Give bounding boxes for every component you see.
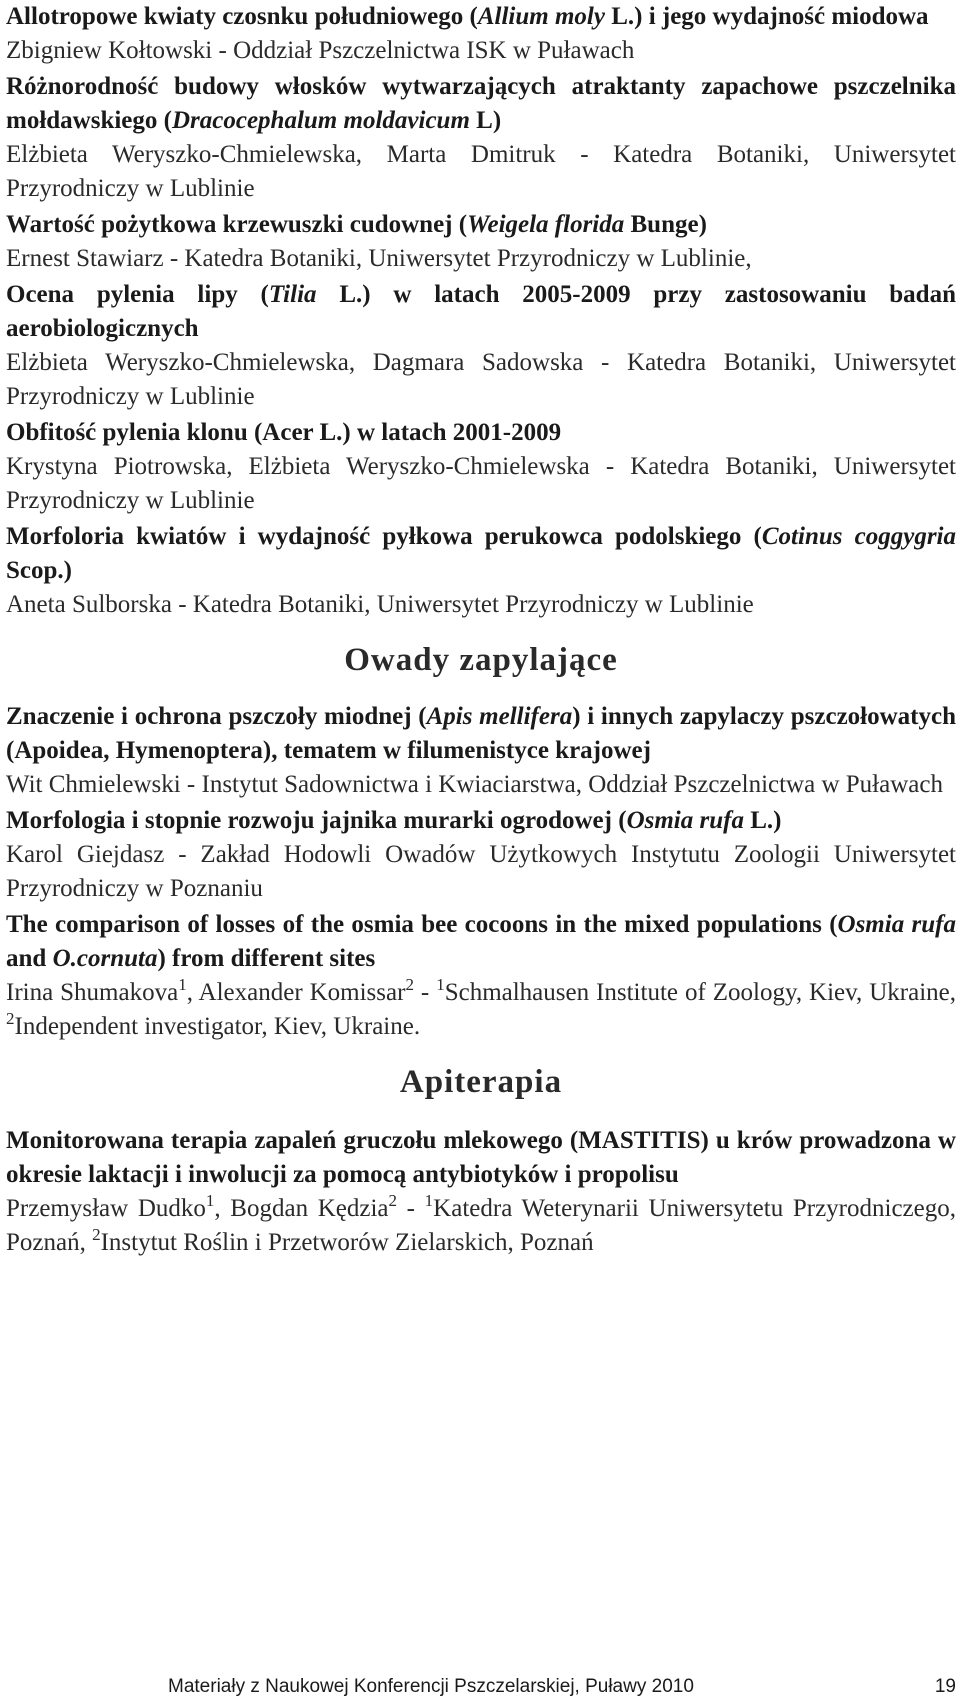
entry-authors: Krystyna Piotrowska, Elżbieta Weryszko-Chmielewska - Katedra Botaniki, Uniwersytet Przyrodniczy w Lublinie — [6, 453, 956, 514]
abstract-entry — [6, 700, 956, 802]
latin-name: Weigela florida — [467, 211, 625, 238]
entry-title: Morfologia i stopnie rozwoju jajnika murarki ogrodowej (Osmia rufa L.) — [6, 807, 782, 834]
entry-title: Wartość pożytkowa krzewuszki cudownej (Weigela florida Bunge) — [6, 211, 707, 238]
entry-title: The comparison of losses of the osmia bee cocoons in the mixed populations (Osmia rufa and O.cornuta) from different sites — [6, 911, 956, 972]
document-page — [6, 0, 956, 1262]
section-heading-apitherapy: Apiterapia — [399, 1064, 563, 1100]
section-a-entries — [6, 0, 956, 622]
entry-authors: Przemysław Dudko$^1$, Bogdan Kędzia$^2$ - $^1$Katedra Weterynarii Uniwersytetu Przyrodniczego, Poznań, $^2$Instytut Roślin i Przetworów Zielarskich, Poznań — [6, 1191, 956, 1256]
entry-title: Znaczenie i ochrona pszczoły miodnej (Apis mellifera) i innych zapylaczy pszczołowatych (Apoidea, Hymenoptera), tematem w filumenistyce krajowej — [6, 703, 956, 764]
latin-name: Osmia rufa — [626, 807, 744, 834]
section-heading-pollinators: Owady zapylające — [344, 642, 618, 678]
latin-name: Dracocephalum moldavicum — [171, 107, 470, 134]
affiliation-mark: 2 — [92, 1225, 101, 1244]
abstract-entry — [6, 70, 956, 206]
abstract-entry — [6, 908, 956, 1044]
affiliation-mark: 1 — [205, 1191, 215, 1210]
abstract-entry — [6, 520, 956, 622]
abstract-entry — [6, 208, 956, 276]
entry-authors: Aneta Sulborska - Katedra Botaniki, Uniwersytet Przyrodniczy w Lublinie — [6, 591, 754, 618]
footer-publication-text: Materiały z Naukowej Konferencji Pszczelarskiej, Puławy 2010 — [168, 1676, 694, 1697]
latin-name: O.cornuta — [52, 945, 158, 972]
latin-name: Tilia — [268, 281, 317, 308]
entry-authors: Karol Giejdasz - Zakład Hodowli Owadów Użytkowych Instytutu Zoologii Uniwersytet Przyrodniczy w Poznaniu — [6, 841, 956, 902]
latin-name: Osmia rufa — [837, 911, 956, 938]
affiliation-mark: 2 — [405, 975, 414, 994]
affiliation-mark: 1 — [178, 975, 187, 994]
entry-authors: Elżbieta Weryszko-Chmielewska, Marta Dmitruk - Katedra Botaniki, Uniwersytet Przyrodniczy w Lublinie — [6, 141, 956, 202]
entry-title: Monitorowana terapia zapaleń gruczołu mlekowego (MASTITIS) u krów prowadzona w okresie laktacji i inwolucji za pomocą antybiotyków i propolisu — [6, 1127, 956, 1188]
entry-title: Różnorodność budowy włosków wytwarzających atraktanty zapachowe pszczelnika mołdawskiego (Dracocephalum moldavicum L) — [6, 73, 956, 134]
entry-title: Ocena pylenia lipy (Tilia L.) w latach 2005-2009 przy zastosowaniu badań aerobiologicznych — [6, 281, 956, 342]
latin-name: Allium moly — [477, 3, 605, 30]
affiliation-mark: 1 — [436, 975, 445, 994]
entry-title: Allotropowe kwiaty czosnku południowego (Allium moly L.) i jego wydajność miodowa — [6, 3, 929, 30]
entry-authors: Ernest Stawiarz - Katedra Botaniki, Uniwersytet Przyrodniczy w Lublinie, — [6, 245, 752, 272]
latin-name: Cotinus coggygria — [761, 523, 956, 550]
page-number: 19 — [934, 1676, 956, 1697]
entry-title: Morfoloria kwiatów i wydajność pyłkowa perukowca podolskiego (Cotinus coggygria Scop.) — [6, 523, 956, 584]
section-b-entries — [6, 700, 956, 1044]
entry-authors: Zbigniew Kołtowski - Oddział Pszczelnictwa ISK w Puławach — [6, 37, 635, 64]
entry-authors: Irina Shumakova$^1$, Alexander Komissar$^2$ - $^1$Schmalhausen Institute of Zoology, Kiev, Ukraine, $^2$Independent investigator, Kiev, Ukraine. — [6, 975, 956, 1040]
abstract-entry — [6, 278, 956, 414]
latin-name: Apis mellifera — [426, 703, 573, 730]
abstract-entry — [6, 1124, 956, 1260]
page-footer — [0, 1676, 956, 1700]
abstract-entry — [6, 804, 956, 906]
abstract-entry — [6, 416, 956, 518]
entry-title: Obfitość pylenia klonu (Acer L.) w latach 2001-2009 — [6, 419, 562, 446]
entry-authors: Elżbieta Weryszko-Chmielewska, Dagmara Sadowska - Katedra Botaniki, Uniwersytet Przyrodniczy w Lublinie — [6, 349, 956, 410]
abstract-entry — [6, 0, 956, 68]
section-c-entries — [6, 1124, 956, 1260]
affiliation-mark: 2 — [6, 1009, 15, 1028]
entry-authors: Wit Chmielewski - Instytut Sadownictwa i Kwiaciarstwa, Oddział Pszczelnictwa w Puławach — [6, 771, 943, 798]
affiliation-mark: 1 — [424, 1191, 434, 1210]
affiliation-mark: 2 — [388, 1191, 398, 1210]
